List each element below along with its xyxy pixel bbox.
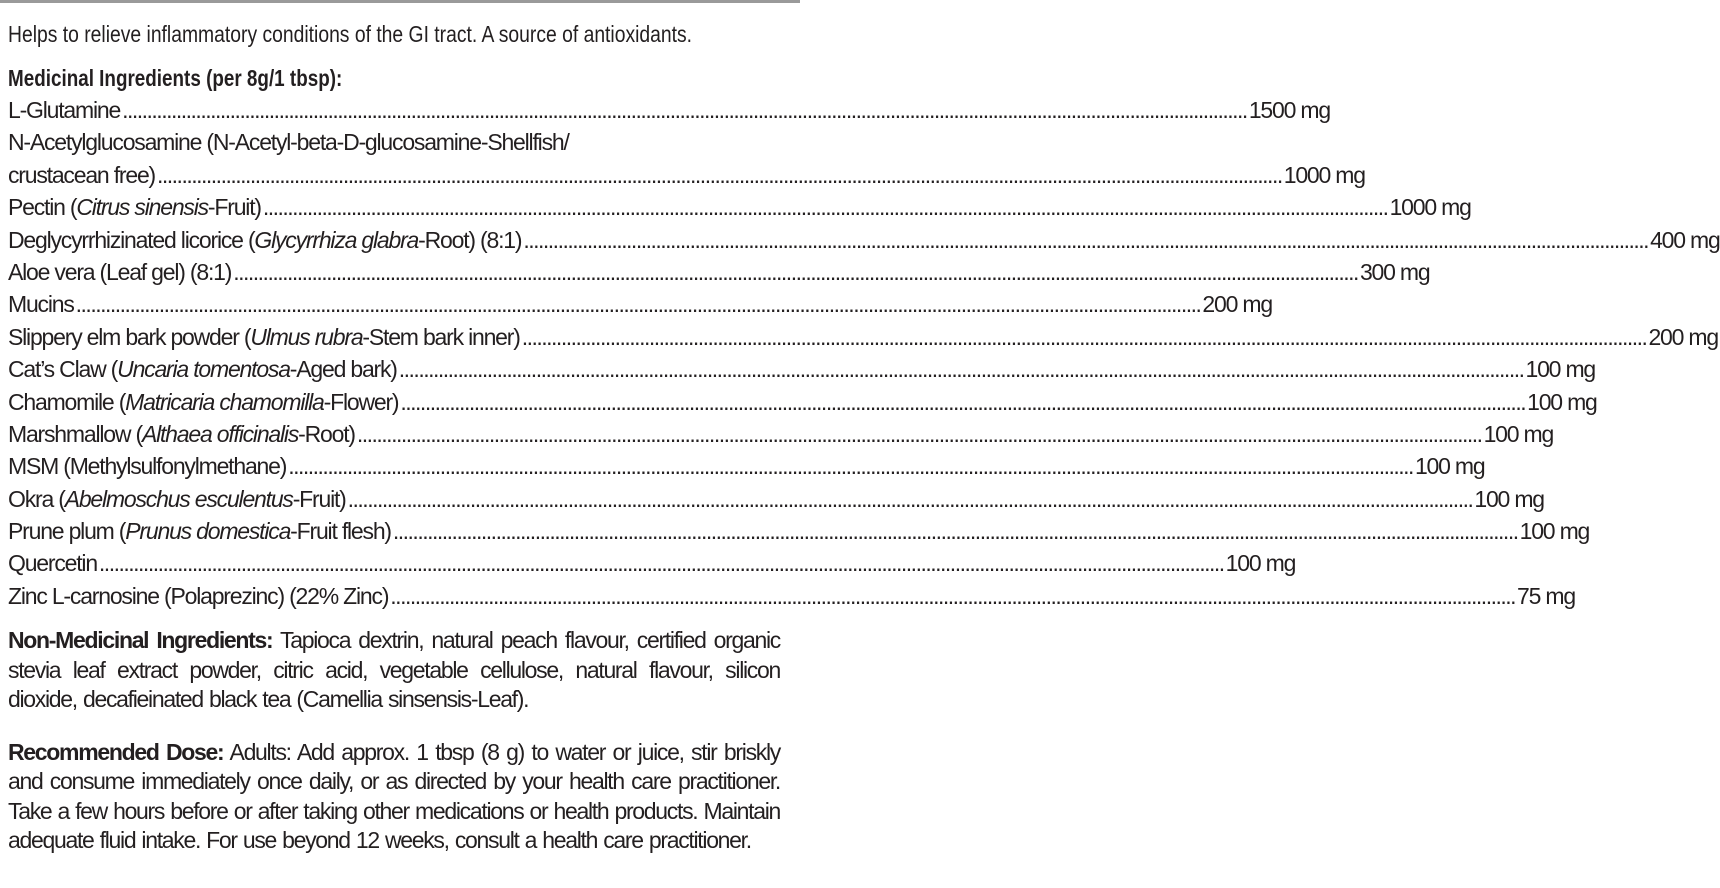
leader-dots: ...................................................................................................................................................................................................................................... — [523, 226, 1649, 253]
ingredient-name: Deglycyrrhizinated licorice (Glycyrrhiza glabra-Root) (8:1) — [8, 226, 522, 253]
intro-text: Helps to relieve inflammatory conditions of the GI tract. A source of antioxidants. — [8, 21, 693, 47]
latin-name: Matricaria chamomilla — [125, 388, 324, 415]
latin-name: Althaea officinalis — [141, 420, 299, 447]
leader-dots: ...................................................................................................................................................................................................................................... — [98, 550, 1224, 577]
ingredient-amount: 100 mg — [1225, 550, 1296, 577]
ingredient-row — [8, 418, 1554, 450]
top-border — [0, 0, 800, 3]
leader-dots: ...................................................................................................................................................................................................................................... — [122, 97, 1247, 123]
ingredient-row — [8, 94, 1330, 126]
leader-dots: ...................................................................................................................................................................................................................................... — [347, 485, 1473, 512]
ingredient-name: Slippery elm bark powder (Ulmus rubra-Stem bark inner) — [8, 323, 520, 350]
ingredient-name: Quercetin — [8, 550, 97, 577]
ingredient-row — [8, 288, 1272, 320]
leader-dots: ...................................................................................................................................................................................................................................... — [75, 291, 1201, 318]
ingredient-amount: 100 mg — [1483, 420, 1554, 447]
ingredient-row — [8, 321, 1718, 353]
leader-dots: ...................................................................................................................................................................................................................................... — [400, 388, 1526, 415]
ingredient-row — [8, 450, 1485, 482]
ingredient-row — [8, 386, 1597, 418]
ingredient-row — [8, 515, 1590, 547]
ingredient-amount: 100 mg — [1525, 356, 1596, 383]
ingredient-amount: 100 mg — [1474, 485, 1544, 512]
ingredient-name: Chamomile (Matricaria chamomilla-Flower) — [8, 388, 399, 415]
leader-dots: ...................................................................................................................................................................................................................................... — [356, 420, 1482, 447]
leader-dots: ...................................................................................................................................................................................................................................... — [262, 194, 1388, 221]
non-medicinal-label: Non-Medicinal Ingredients: — [8, 627, 273, 654]
leader-dots: ...................................................................................................................................................................................................................................... — [398, 356, 1524, 383]
leader-dots: ...................................................................................................................................................................................................................................... — [288, 453, 1413, 480]
ingredient-name: Cat’s Claw (Uncaria tomentosa-Aged bark) — [8, 356, 397, 383]
ingredient-row — [8, 580, 1575, 612]
ingredient-row — [8, 547, 1296, 579]
ingredient-name: crustacean free) — [8, 161, 155, 188]
non-medicinal-ingredients — [8, 626, 780, 715]
ingredient-name: Okra (Abelmoschus esculentus-Fruit) — [8, 485, 346, 512]
ingredient-amount: 1000 mg — [1389, 194, 1471, 221]
ingredient-row — [8, 126, 1365, 191]
ingredient-amount: 200 mg — [1648, 323, 1718, 350]
leader-dots: ...................................................................................................................................................................................................................................... — [233, 258, 1358, 285]
latin-name: Uncaria tomentosa — [117, 356, 290, 383]
ingredient-name: Marshmallow (Althaea officinalis-Root) — [8, 420, 355, 447]
recommended-dose-text: Adults: Add approx. 1 tbsp (8 g) to water or juice, stir briskly and consume immediately once daily, or as directed by your health care practitioner. Take a few hours before or after taking other medications or health products. Maintain adequate fluid intake. For use beyond 12 weeks, consult a health care practitioner. — [8, 738, 780, 854]
ingredient-name: Aloe vera (Leaf gel) (8:1) — [8, 258, 232, 285]
recommended-dose — [8, 738, 780, 856]
latin-name: Prunus domestica — [125, 518, 291, 545]
ingredient-name: Prune plum (Prunus domestica-Fruit flesh) — [8, 518, 391, 545]
ingredient-name: Zinc L-carnosine (Polaprezinc) (22% Zinc) — [8, 582, 389, 609]
label-panel — [8, 18, 1720, 879]
latin-name: Citrus sinensis — [76, 194, 208, 221]
ingredient-row — [8, 256, 1430, 288]
ingredient-amount: 100 mg — [1414, 453, 1485, 480]
ingredient-amount: 1000 mg — [1283, 161, 1365, 188]
ingredient-amount: 400 mg — [1650, 226, 1720, 253]
ingredient-name: Pectin (Citrus sinensis-Fruit) — [8, 194, 261, 221]
ingredient-amount: 1500 mg — [1248, 97, 1330, 123]
ingredient-row — [8, 191, 1471, 223]
ingredient-amount: 100 mg — [1519, 518, 1590, 545]
medicinal-ingredients-title: Medicinal Ingredients (per 8g/1 tbsp): — [8, 65, 343, 91]
leader-dots: ...................................................................................................................................................................................................................................... — [521, 323, 1647, 350]
leader-dots: ...................................................................................................................................................................................................................................... — [390, 582, 1516, 609]
ingredient-name: Mucins — [8, 291, 74, 318]
ingredient-amount: 300 mg — [1359, 258, 1430, 285]
leader-dots: ...................................................................................................................................................................................................................................... — [157, 161, 1282, 188]
ingredient-row — [8, 224, 1720, 256]
recommended-dose-label: Recommended Dose: — [8, 738, 224, 765]
leader-dots: ...................................................................................................................................................................................................................................... — [392, 518, 1518, 545]
latin-name: Glycyrrhiza glabra — [254, 226, 419, 253]
ingredient-row — [8, 483, 1544, 515]
medicinal-ingredients-list — [8, 94, 1720, 612]
ingredient-name: MSM (Methylsulfonylmethane) — [8, 453, 287, 480]
ingredient-name-line1: N-Acetylglucosamine (N-Acetyl-beta-D-glucosamine-Shellfish/ — [8, 129, 569, 156]
latin-name: Abelmoschus esculentus — [64, 485, 293, 512]
ingredient-amount: 200 mg — [1202, 291, 1272, 318]
ingredient-amount: 100 mg — [1527, 388, 1597, 415]
non-medicinal-text: Tapioca dextrin, natural peach flavour, certified organic stevia leaf extract powder, citric acid, vegetable cellulose, natural flavour, silicon dioxide, decafieinated black tea (Camellia sinsensis-Leaf). — [8, 627, 780, 713]
ingredient-row — [8, 353, 1596, 385]
ingredient-amount: 75 mg — [1517, 582, 1575, 609]
latin-name: Ulmus rubra — [250, 323, 363, 350]
ingredient-name: L-Glutamine — [8, 97, 121, 123]
